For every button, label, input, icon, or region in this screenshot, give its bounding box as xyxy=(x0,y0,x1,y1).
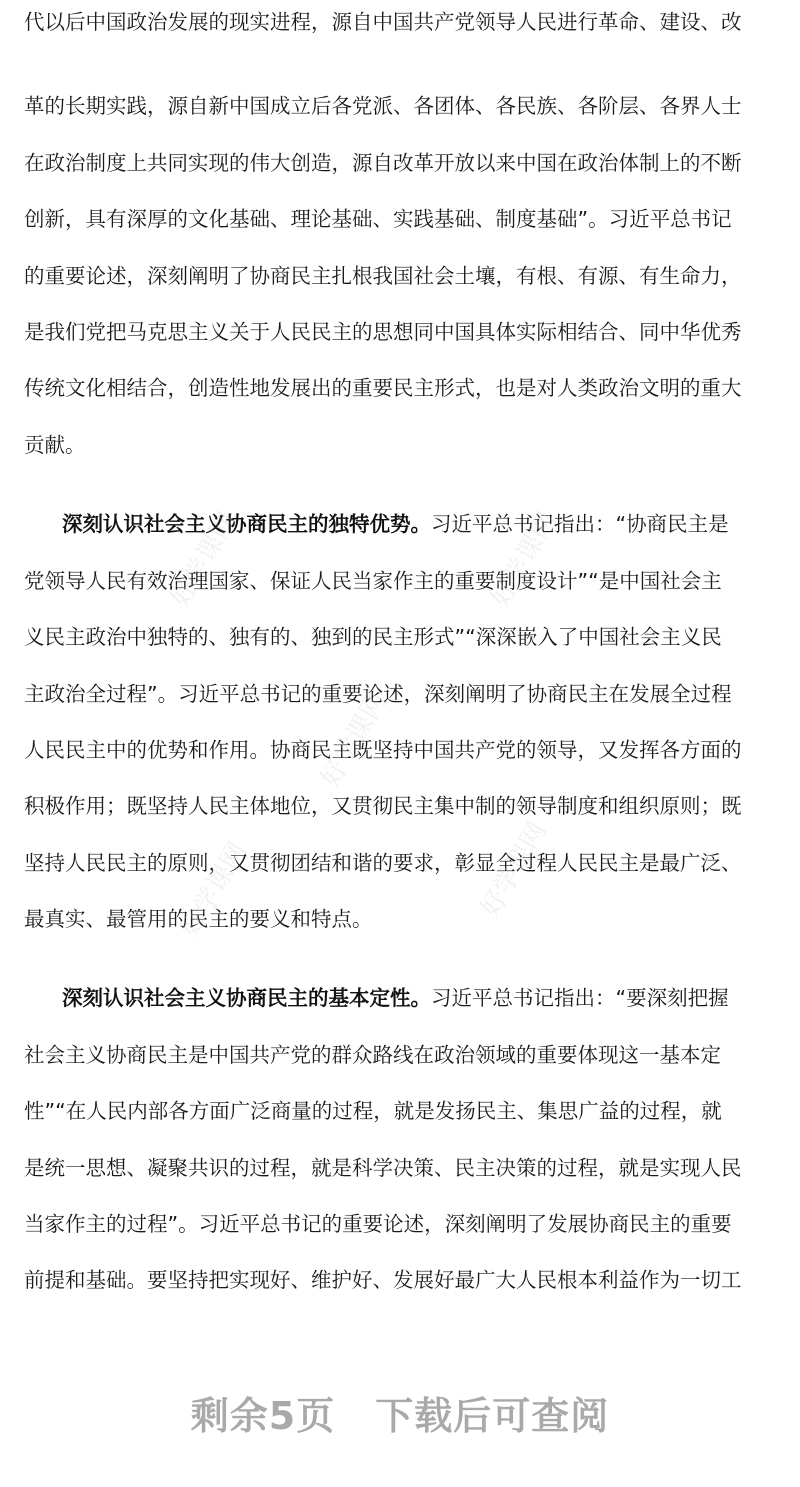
text-line: 创新，具有深厚的文化基础、理论基础、实践基础、制度基础”。习近平总书记 xyxy=(24,207,732,231)
watermark: 好学课网 xyxy=(475,817,554,923)
text-line: 在政治制度上共同实现的伟大创造，源自改革开放以来中国在政治体制上的不断 xyxy=(24,151,742,175)
download-to-view-label[interactable]: 下载后可查阅 xyxy=(375,1394,610,1438)
paragraph-first-line xyxy=(24,504,800,544)
text-line: 的重要论述，深刻阐明了协商民主扎根我国社会土壤，有根、有源、有生命力， xyxy=(24,264,742,288)
text-line: 传统文化相结合，创造性地发展出的重要民主形式，也是对人类政治文明的重大 xyxy=(24,376,742,400)
download-prompt[interactable] xyxy=(0,1385,800,1440)
text-run: 习近平总书记指出：“要深刻把握 xyxy=(431,986,729,1010)
watermark: 好学课网 xyxy=(315,687,394,793)
text-line: 社会主义协商民主是中国共产党的群众路线在政治领域的重要体现这一基本定 xyxy=(24,1043,721,1067)
section-heading: 深刻认识社会主义协商民主的基本定性。 xyxy=(62,986,431,1010)
text-line: 代以后中国政治发展的现实进程，源自中国共产党领导人民进行革命、建设、改 xyxy=(24,10,742,34)
text-line: 革的长期实践，源自新中国成立后各党派、各团体、各民族、各阶层、各界人士 xyxy=(24,94,742,118)
text-line: 贡献。 xyxy=(24,433,86,457)
text-run: 习近平总书记指出：“协商民主是 xyxy=(431,512,729,536)
text-line: 义民主政治中独特的、独有的、独到的民主形式”“深深嵌入了中国社会主义民 xyxy=(24,625,722,649)
watermark: 好学课网 xyxy=(175,837,254,943)
section-heading: 深刻认识社会主义协商民主的独特优势。 xyxy=(62,512,431,536)
text-line: 是我们党把马克思主义关于人民民主的思想同中国具体实际相结合、同中华优秀 xyxy=(24,320,742,344)
text-line: 性”“在人民内部各方面广泛商量的过程，就是发扬民主、集思广益的过程，就 xyxy=(24,1099,722,1123)
text-line: 积极作用；既坚持人民主体地位，又贯彻民主集中制的领导制度和组织原则；既 xyxy=(24,794,742,818)
watermark: 好学课网 xyxy=(165,507,244,613)
text-line: 最真实、最管用的民主的要义和特点。 xyxy=(24,907,373,931)
text-line: 是统一思想、凝聚共识的过程，就是科学决策、民主决策的过程，就是实现人民 xyxy=(24,1156,742,1180)
text-line: 人民民主中的优势和作用。协商民主既坚持中国共产党的领导，又发挥各方面的 xyxy=(24,738,742,762)
text-line: 党领导人民有效治理国家、保证人民当家作主的重要制度设计”“是中国社会主 xyxy=(24,569,722,593)
text-line: 坚持人民民主的原则，又贯彻团结和谐的要求，彰显全过程人民民主是最广泛、 xyxy=(24,851,742,875)
paragraph-first-line xyxy=(24,978,800,1018)
watermark: 好学课网 xyxy=(485,507,564,613)
text-line: 主政治全过程”。习近平总书记的重要论述，深刻阐明了协商民主在发展全过程 xyxy=(24,682,732,706)
remaining-pages-label: 剩余5页 xyxy=(190,1394,336,1438)
text-line: 当家作主的过程”。习近平总书记的重要论述，深刻阐明了发展协商民主的重要 xyxy=(24,1212,732,1236)
text-line: 前提和基础。要坚持把实现好、维护好、发展好最广大人民根本利益作为一切工 xyxy=(24,1268,742,1292)
